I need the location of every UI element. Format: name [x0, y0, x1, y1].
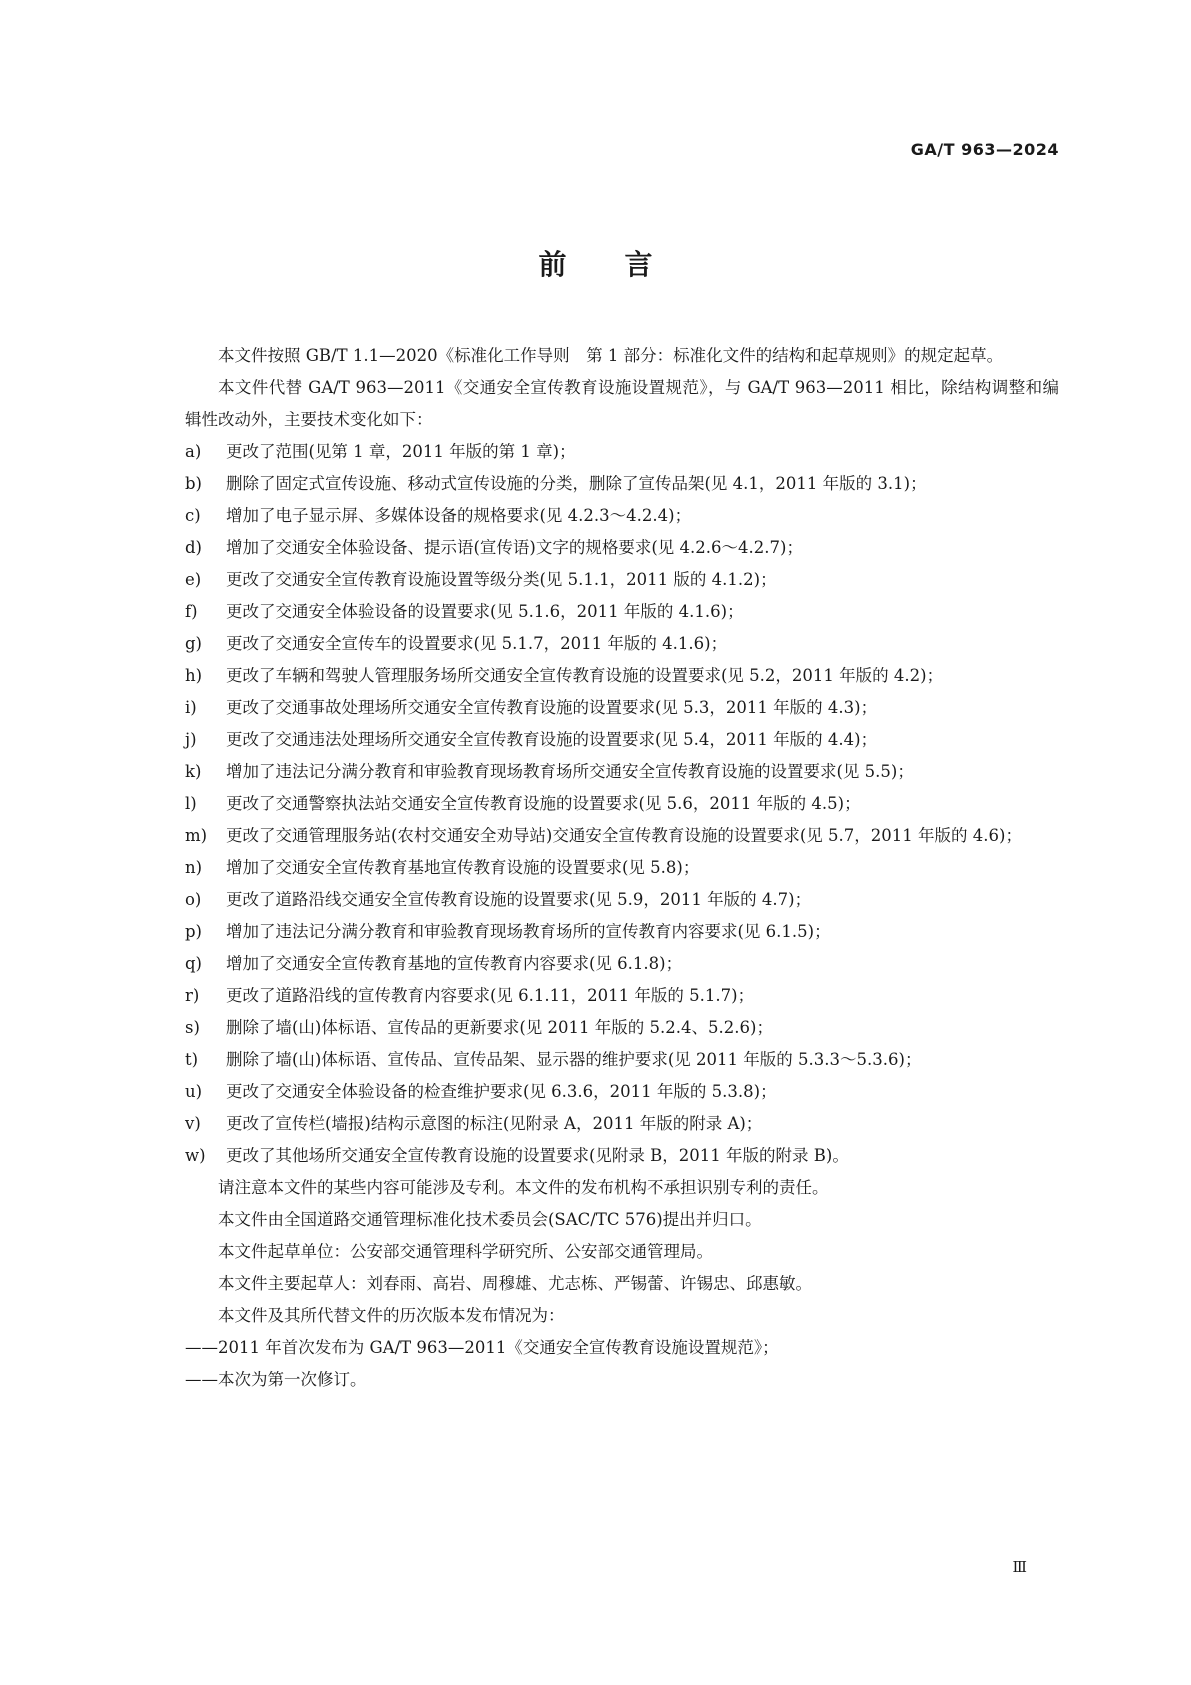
list-marker: u)	[185, 1082, 203, 1101]
history-item: ——2011 年首次发布为 GA/T 963—2011《交通安全宣传教育设施设置规范》；	[185, 1338, 779, 1357]
list-item	[185, 1140, 1059, 1172]
list-item	[185, 628, 1059, 660]
list-item-text: 更改了交通事故处理场所交通安全宣传教育设施的设置要求(见 5.3，2011 年版的 4.3)；	[226, 698, 878, 717]
list-marker: n)	[185, 858, 203, 877]
list-marker: r)	[185, 986, 200, 1005]
list-item-text: 更改了交通安全宣传教育设施设置等级分类(见 5.1.1，2011 版的 4.1.2)；	[226, 570, 777, 589]
list-item-text: 删除了固定式宣传设施、移动式宣传设施的分类，删除了宣传品架(见 4.1，2011 年版的 3.1)；	[226, 474, 927, 493]
list-item	[185, 852, 1059, 884]
list-item-text: 更改了宣传栏(墙报)结构示意图的标注(见附录 A，2011 年版的附录 A)；	[226, 1114, 763, 1133]
page-title	[0, 243, 1191, 283]
list-item-text: 更改了交通安全宣传车的设置要求(见 5.1.7，2011 年版的 4.1.6)；	[226, 634, 728, 653]
list-item-text: 更改了车辆和驾驶人管理服务场所交通安全宣传教育设施的设置要求(见 5.2，2011 年版的 4.2)；	[226, 666, 944, 685]
list-marker: j)	[185, 730, 197, 749]
list-marker: h)	[185, 666, 203, 685]
paragraph: 本文件由全国道路交通管理标准化技术委员会(SAC/TC 576)提出并归口。	[218, 1210, 762, 1229]
document-code: GA/T 963—2024	[910, 140, 1059, 159]
list-marker: e)	[185, 570, 202, 589]
list-marker: w)	[185, 1146, 206, 1165]
paragraph: 本文件起草单位：公安部交通管理科学研究所、公安部交通管理局。	[218, 1242, 713, 1261]
list-marker: v)	[185, 1114, 201, 1133]
list-item	[185, 1044, 1059, 1076]
list-marker: k)	[185, 762, 202, 781]
list-item	[185, 884, 1059, 916]
list-marker: m)	[185, 826, 208, 845]
paragraph: 本文件代替 GA/T 963—2011《交通安全宣传教育设施设置规范》，与 GA/T 963—2011 相比，除结构调整和编辑性改动外，主要技术变化如下：	[185, 378, 1059, 429]
list-marker: b)	[185, 474, 202, 493]
list-item-text: 增加了电子显示屏、多媒体设备的规格要求(见 4.2.3～4.2.4)；	[226, 506, 692, 525]
list-item	[185, 436, 1059, 468]
list-item-text: 更改了交通违法处理场所交通安全宣传教育设施的设置要求(见 5.4，2011 年版的 4.4)；	[226, 730, 878, 749]
list-item	[185, 788, 1059, 820]
list-marker: i)	[185, 698, 197, 717]
list-marker: d)	[185, 538, 202, 557]
history-item: ——本次为第一次修订。	[185, 1370, 367, 1389]
list-item-text: 更改了交通警察执法站交通安全宣传教育设施的设置要求(见 5.6，2011 年版的 4.5)；	[226, 794, 861, 813]
list-item	[185, 692, 1059, 724]
list-item	[185, 1108, 1059, 1140]
paragraph: 请注意本文件的某些内容可能涉及专利。本文件的发布机构不承担识别专利的责任。	[218, 1178, 829, 1197]
title-char-2: 言	[624, 248, 653, 281]
list-item-text: 更改了道路沿线的宣传教育内容要求(见 6.1.11，2011 年版的 5.1.7)；	[226, 986, 755, 1005]
preface-body	[185, 340, 1059, 1396]
list-item-text: 增加了交通安全宣传教育基地的宣传教育内容要求(见 6.1.8)；	[226, 954, 683, 973]
list-marker: a)	[185, 442, 202, 461]
title-char-1: 前	[538, 248, 567, 281]
list-marker: o)	[185, 890, 202, 909]
list-item-text: 更改了范围(见第 1 章，2011 年版的第 1 章)；	[226, 442, 576, 461]
list-item	[185, 596, 1059, 628]
list-item	[185, 916, 1059, 948]
list-item	[185, 564, 1059, 596]
list-marker: t)	[185, 1050, 199, 1069]
list-item-text: 更改了其他场所交通安全宣传教育设施的设置要求(见附录 B，2011 年版的附录 B)。	[226, 1146, 849, 1165]
list-item-text: 更改了道路沿线交通安全宣传教育设施的设置要求(见 5.9，2011 年版的 4.7)；	[226, 890, 812, 909]
list-item	[185, 468, 1059, 500]
list-marker: p)	[185, 922, 202, 941]
list-item	[185, 532, 1059, 564]
list-marker: l)	[185, 794, 197, 813]
list-item-text: 更改了交通安全体验设备的检查维护要求(见 6.3.6，2011 年版的 5.3.8)；	[226, 1082, 777, 1101]
list-item-text: 增加了违法记分满分教育和审验教育现场教育场所的宣传教育内容要求(见 6.1.5)；	[226, 922, 831, 941]
list-item-text: 删除了墙(山)体标语、宣传品的更新要求(见 2011 年版的 5.2.4、5.2.6)；	[226, 1018, 773, 1037]
list-item-text: 更改了交通管理服务站(农村交通安全劝导站)交通安全宣传教育设施的设置要求(见 5.7，2011 年版的 4.6)；	[226, 826, 1022, 845]
paragraph: 本文件及其所代替文件的历次版本发布情况为：	[218, 1306, 565, 1325]
list-item	[185, 820, 1059, 852]
list-marker: c)	[185, 506, 201, 525]
list-item	[185, 948, 1059, 980]
list-item	[185, 724, 1059, 756]
list-item-text: 增加了违法记分满分教育和审验教育现场教育场所交通安全宣传教育设施的设置要求(见 5.5)；	[226, 762, 914, 781]
list-item	[185, 980, 1059, 1012]
list-item	[185, 500, 1059, 532]
changes-list	[185, 436, 1059, 1172]
list-item-text: 增加了交通安全宣传教育基地宣传教育设施的设置要求(见 5.8)；	[226, 858, 700, 877]
list-item-text: 删除了墙(山)体标语、宣传品、宣传品架、显示器的维护要求(见 2011 年版的 5.3.3～5.3.6)；	[226, 1050, 922, 1069]
paragraph: 本文件主要起草人：刘春雨、高岩、周穆雄、尤志栋、严锡蕾、许锡忠、邱惠敏。	[218, 1274, 812, 1293]
paragraph: 本文件按照 GB/T 1.1—2020《标准化工作导则 第 1 部分：标准化文件的结构和起草规则》的规定起草。	[218, 346, 1004, 365]
list-marker: q)	[185, 954, 202, 973]
list-item-text: 增加了交通安全体验设备、提示语(宣传语)文字的规格要求(见 4.2.6～4.2.7)；	[226, 538, 803, 557]
list-item	[185, 756, 1059, 788]
list-marker: g)	[185, 634, 202, 653]
page-number: Ⅲ	[1012, 1558, 1027, 1576]
list-item	[185, 660, 1059, 692]
list-item	[185, 1012, 1059, 1044]
list-marker: f)	[185, 602, 198, 621]
list-marker: s)	[185, 1018, 200, 1037]
list-item-text: 更改了交通安全体验设备的设置要求(见 5.1.6，2011 年版的 4.1.6)；	[226, 602, 744, 621]
list-item	[185, 1076, 1059, 1108]
